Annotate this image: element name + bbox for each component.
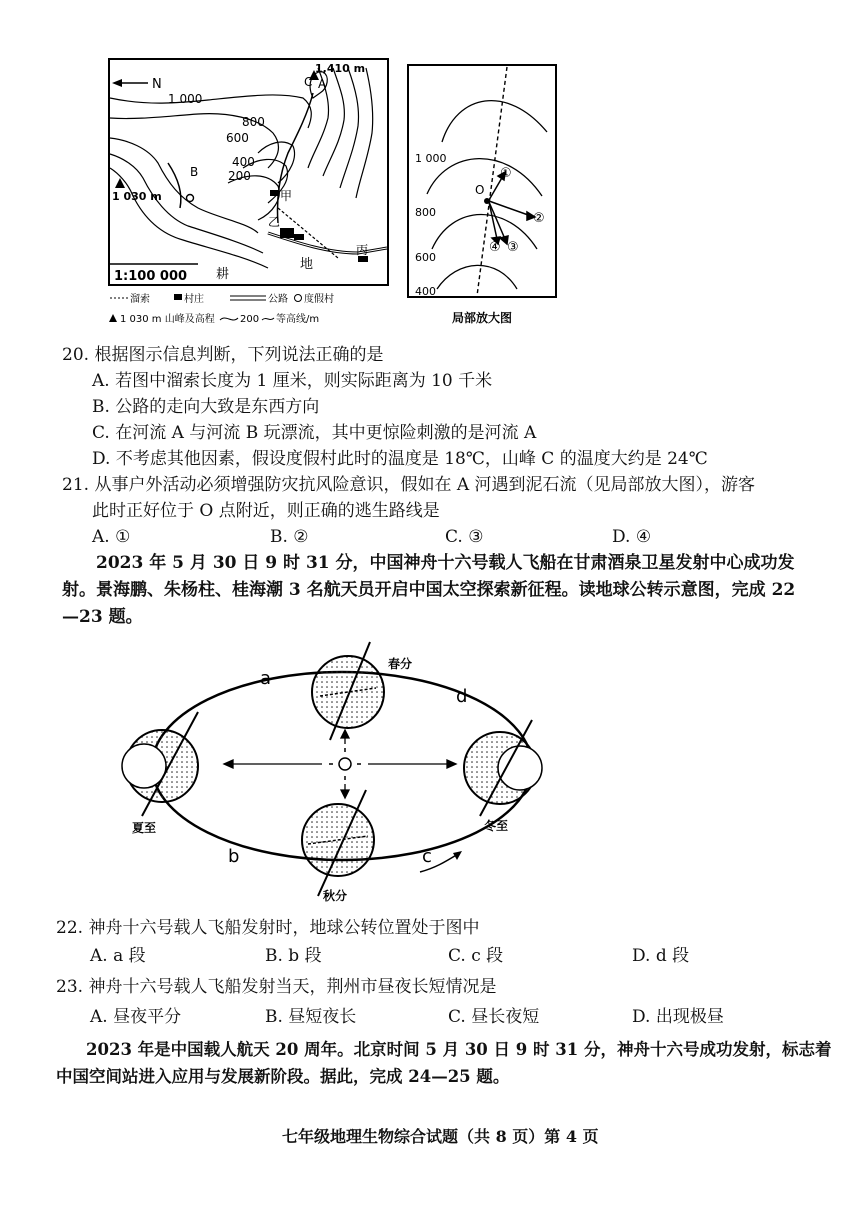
q21-stem-line2: 此时正好位于 O 点附近，则正确的逃生路线是 <box>92 501 440 521</box>
svg-text:等高线/m: 等高线/m <box>276 314 320 325</box>
q21-option-b: B. ② <box>270 527 309 547</box>
segment-a-label: a <box>260 668 272 689</box>
segment-d-label: d <box>456 686 468 707</box>
intro-paragraph-22-23: 2023 年 5 月 30 日 9 时 31 分，中国神舟十六号载人飞船在甘肃酒泉卫星发射中心成功发射。景海鹏、朱杨柱、桂海潮 3 名航天员开启中国太空探索新征程。读地球公转示意图，完成 22—23 题。 <box>62 553 796 627</box>
peak-c-label: C <box>304 75 313 89</box>
inset-caption: 局部放大图 <box>452 311 513 325</box>
earth-orbit-diagram <box>120 640 560 902</box>
north-label: N <box>152 77 162 92</box>
contour-label-800: 800 <box>242 115 265 129</box>
q22-stem: 22. 神舟十六号载人飞船发射时，地球公转位置处于图中 <box>56 918 480 938</box>
svg-text:度假村: 度假村 <box>304 294 334 305</box>
q23-option-a: A. 昼夜平分 <box>90 1007 182 1027</box>
village-yi-label: 乙 <box>268 215 281 229</box>
q22-option-d: D. d 段 <box>632 946 690 966</box>
earth-winter <box>464 720 542 816</box>
village-icon <box>280 228 294 238</box>
contour-label-600: 600 <box>226 131 249 145</box>
village-icon <box>270 190 278 196</box>
inset-contour-400: 400 <box>415 285 436 298</box>
segment-b-label: b <box>228 846 240 867</box>
contour-label-200: 200 <box>228 169 251 183</box>
q21-option-d: D. ④ <box>612 527 652 547</box>
inset-contour-800: 800 <box>415 206 436 219</box>
route-3-label: ③ <box>507 240 519 255</box>
q21-stem-line1: 21. 从事户外活动必须增强防灾抗风险意识，假如在 A 河遇到泥石流（见局部放大图），游客 <box>62 475 756 495</box>
inset-contour-600: 600 <box>415 251 436 264</box>
q20-option-c: C. 在河流 A 与河流 B 玩漂流，其中更惊险刺激的是河流 A <box>92 423 537 443</box>
q21-option-c: C. ③ <box>445 527 484 547</box>
q22-option-a: A. a 段 <box>90 946 146 966</box>
resort-icon <box>187 195 194 202</box>
spring-equinox-label: 春分 <box>388 657 413 671</box>
farmland-label-2: 地 <box>300 257 314 272</box>
q22-option-b: B. b 段 <box>265 946 322 966</box>
earth-spring <box>312 642 384 740</box>
sun-icon <box>329 748 361 780</box>
svg-text:公路: 公路 <box>268 294 288 305</box>
q20-option-d: D. 不考虑其他因素，假设度假村此时的温度是 18℃，山峰 C 的温度大约是 24℃ <box>92 449 708 469</box>
svg-text:村庄: 村庄 <box>184 294 204 305</box>
earth-summer <box>122 712 198 816</box>
q23-stem: 23. 神舟十六号载人飞船发射当天，荆州市昼夜长短情况是 <box>56 977 497 997</box>
village-icon <box>294 234 304 240</box>
q20-stem: 20. 根据图示信息判断，下列说法正确的是 <box>62 345 384 365</box>
peak-left-height: 1 030 m <box>112 190 162 203</box>
q21-option-a: A. ① <box>92 527 131 547</box>
village-jia-label: 甲 <box>280 189 293 203</box>
svg-text:1 030 m 山峰及高程: 1 030 m 山峰及高程 <box>120 314 215 325</box>
segment-c-label: c <box>422 846 432 867</box>
inset-contour-1000: 1 000 <box>415 152 447 165</box>
map-scale: 1:100 000 <box>114 269 188 284</box>
svg-text:溜索: 溜索 <box>130 294 150 305</box>
autumn-equinox-label: 秋分 <box>323 889 348 902</box>
contour-label-400: 400 <box>232 155 255 169</box>
svg-text:200: 200 <box>240 314 260 325</box>
summer-solstice-label: 夏至 <box>132 821 157 835</box>
winter-solstice-label: 冬至 <box>484 819 509 833</box>
route-4-label: ④ <box>489 240 501 255</box>
inset-map <box>407 64 557 332</box>
q20-option-a: A. 若图中溜索长度为 1 厘米，则实际距离为 10 千米 <box>92 371 493 391</box>
q23-option-d: D. 出现极昼 <box>632 1007 724 1027</box>
page-footer: 七年级地理生物综合试题（共 8 页）第 4 页 <box>282 1127 599 1146</box>
topographic-map <box>108 58 390 328</box>
route-2-label: ② <box>533 211 545 226</box>
point-a-label: A <box>318 77 327 91</box>
map-legend <box>109 292 334 325</box>
q20-option-b: B. 公路的走向大致是东西方向 <box>92 397 320 417</box>
intro-paragraph-24-25: 2023 年是中国载人航天 20 周年。北京时间 5 月 30 日 9 时 31 分，神舟十六号成功发射，标志着中国空间站进入应用与发展新阶段。据此，完成 24—25 题。 <box>56 1040 832 1086</box>
point-b-label: B <box>190 165 199 179</box>
q23-option-b: B. 昼短夜长 <box>265 1007 357 1027</box>
earth-autumn <box>302 790 374 896</box>
route-1-label: ① <box>500 166 512 181</box>
farmland-label-1: 耕 <box>216 267 230 282</box>
peak-c-height: 1,410 m <box>315 62 366 75</box>
contour-label-1000: 1 000 <box>168 92 203 106</box>
point-o-label: O <box>475 183 485 197</box>
q23-option-c: C. 昼长夜短 <box>448 1007 540 1027</box>
village-bing-label: 丙 <box>356 243 369 257</box>
q22-option-c: C. c 段 <box>448 946 504 966</box>
